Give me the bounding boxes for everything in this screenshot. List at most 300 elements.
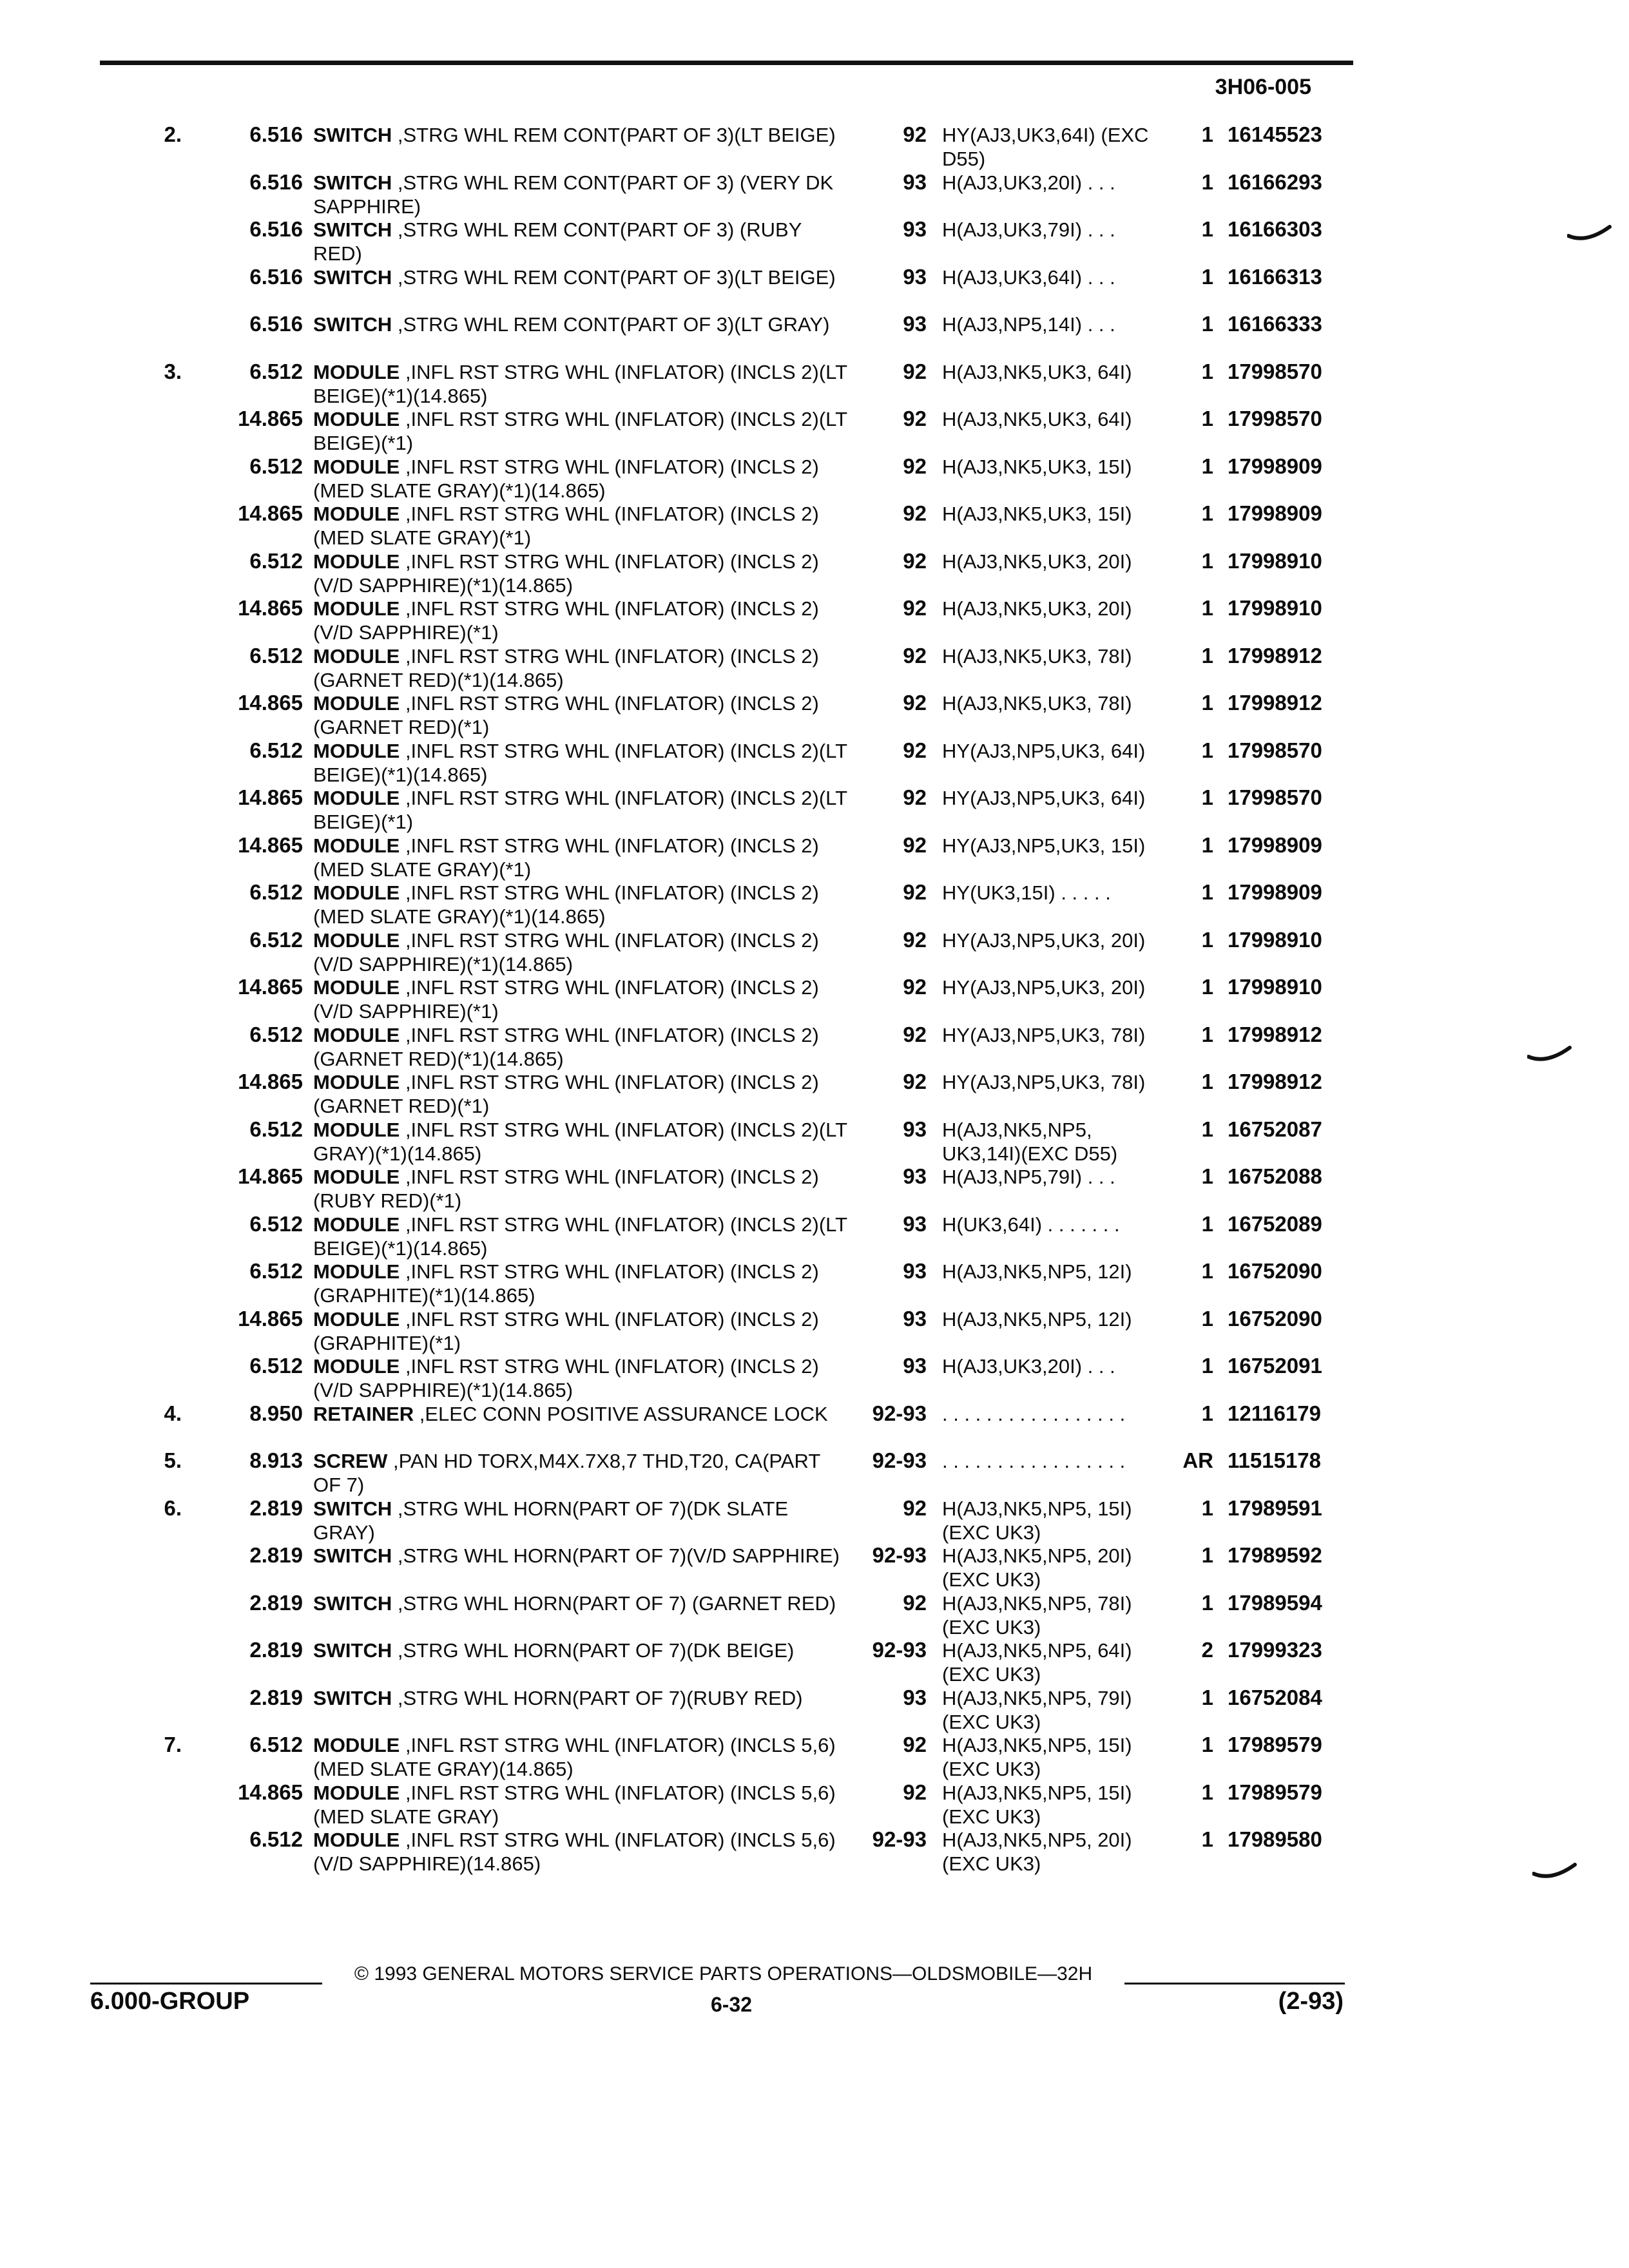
parts-row [0,1402,1629,1450]
parts-row [0,739,1629,787]
model-year: 92 [903,691,927,715]
group-number: 2.819 [249,1543,303,1567]
group-number: 14.865 [238,1780,303,1804]
part-description [313,1402,851,1426]
document-code: 3H06-005 [1215,75,1311,99]
part-name: MODULE [313,503,400,525]
part-number: 17998912 [1228,1070,1322,1093]
part-number: 16752087 [1228,1117,1322,1141]
group-number: 14.865 [238,785,303,809]
usage-codes: HY(AJ3,NP5,UK3, 64I) [942,787,1146,809]
parts-row [0,1354,1629,1402]
model-year: 92 [903,927,927,952]
part-detail: ,INFL RST STRG WHL (INFLATOR) (INCLS 2)(GARNET RED)(*1)(14.865) [313,1023,819,1070]
part-name: MODULE [313,597,400,620]
model-year: 92 [903,454,927,478]
item-number: 5. [164,1448,182,1472]
usage-codes: HY(AJ3,NP5,UK3, 20I) [942,976,1146,999]
part-number: 17998912 [1228,1022,1322,1046]
usage-codes: HY(AJ3,NP5,UK3, 78I) [942,1023,1146,1046]
part-detail: ,STRG WHL HORN(PART OF 7)(DK SLATE GRAY) [313,1497,789,1544]
usage-codes: H(AJ3,NK5,UK3, 20I) [942,597,1132,620]
parts-row [0,171,1629,218]
part-detail: ,INFL RST STRG WHL (INFLATOR) (INCLS 2)(LT BEIGE)(*1)(14.865) [313,739,847,786]
part-detail: ,INFL RST STRG WHL (INFLATOR) (INCLS 2)(LT BEIGE)(*1)(14.865) [313,1213,847,1260]
model-year: 93 [903,1306,927,1331]
part-number: 17999323 [1228,1638,1322,1662]
quantity: 2 [1201,1638,1213,1662]
part-description [313,407,851,455]
footer-rule-right [1124,1983,1345,1984]
part-detail: ,INFL RST STRG WHL (INFLATOR) (INCLS 2)(V/D SAPPHIRE)(*1) [313,976,819,1023]
model-year: 92-93 [872,1543,927,1567]
group-number: 14.865 [238,1164,303,1188]
model-year: 92-93 [872,1638,927,1662]
quantity: 1 [1201,1543,1213,1567]
quantity: 1 [1201,1354,1213,1378]
group-number: 8.950 [249,1401,303,1425]
part-detail: ,INFL RST STRG WHL (INFLATOR) (INCLS 2)(GRAPHITE)(*1) [313,1307,819,1354]
group-number: 6.512 [249,1827,303,1851]
parts-row [0,597,1629,644]
model-year: 93 [903,1164,927,1188]
part-number: 17998909 [1228,501,1322,525]
usage-codes: HY(AJ3,NP5,UK3, 78I) [942,1071,1146,1093]
part-description [313,312,851,336]
model-year: 92 [903,1495,927,1520]
part-number: 17989580 [1228,1827,1322,1851]
parts-row [0,1591,1629,1639]
quantity: 1 [1201,548,1213,573]
group-number: 6.512 [249,880,303,904]
part-description [313,1449,851,1497]
parts-row [0,644,1629,692]
usage-codes: H(AJ3,NK5,NP5, 20I)(EXC UK3) [942,1544,1132,1591]
part-detail: ,STRG WHL REM CONT(PART OF 3)(LT BEIGE) [392,265,836,289]
part-name: MODULE [313,881,400,904]
usage-codes: H(AJ3,UK3,64I) . . . [942,265,1115,289]
model-year: 92 [903,1022,927,1046]
usage-codes: HY(AJ3,NP5,UK3, 15I) [942,834,1146,857]
group-number: 6.516 [249,122,303,146]
margin-tick-mark [1567,224,1612,244]
group-number: 2.819 [249,1590,303,1615]
quantity: 1 [1201,1211,1213,1236]
part-detail: ,STRG WHL REM CONT(PART OF 3)(LT GRAY) [392,313,830,336]
part-name: MODULE [313,1355,400,1378]
quantity: 1 [1201,975,1213,999]
usage-codes: H(AJ3,NK5,UK3, 15I) [942,455,1132,478]
model-year: 93 [903,1211,927,1236]
usage-codes: H(UK3,64I) . . . . . . . [942,1213,1120,1236]
part-number: 17989594 [1228,1590,1322,1615]
group-number: 14.865 [238,832,303,857]
quantity: 1 [1201,264,1213,289]
part-number: 16166333 [1228,312,1322,336]
part-detail: ,INFL RST STRG WHL (INFLATOR) (INCLS 2)(MED SLATE GRAY)(*1)(14.865) [313,881,819,928]
part-number: 17998910 [1228,548,1322,573]
part-description [313,1354,851,1402]
quantity: 1 [1201,785,1213,809]
quantity: 1 [1201,1117,1213,1141]
part-number: 17989592 [1228,1543,1322,1567]
part-name: MODULE [313,1118,400,1141]
part-description [313,1733,851,1781]
parts-row [0,1544,1629,1591]
group-number: 6.512 [249,1117,303,1141]
item-number: 2. [164,122,182,146]
part-description [313,550,851,597]
group-number: 2.819 [249,1495,303,1520]
model-year: 93 [903,264,927,289]
part-name: SWITCH [313,218,392,241]
part-number: 17998570 [1228,407,1322,430]
usage-codes: H(AJ3,NK5,UK3, 64I) [942,408,1132,430]
parts-row [0,691,1629,739]
part-description [313,1213,851,1260]
model-year: 92 [903,501,927,525]
group-number: 6.512 [249,1211,303,1236]
part-name: MODULE [313,976,400,999]
quantity: 1 [1201,1070,1213,1093]
group-number: 6.512 [249,643,303,668]
group-number: 6.512 [249,454,303,478]
model-year: 92-93 [872,1401,927,1425]
part-detail: ,INFL RST STRG WHL (INFLATOR) (INCLS 2)(V/D SAPPHIRE)(*1)(14.865) [313,1355,819,1401]
quantity: 1 [1201,122,1213,146]
part-detail: ,INFL RST STRG WHL (INFLATOR) (INCLS 2)(LT BEIGE)(*1) [313,408,847,454]
part-description [313,455,851,503]
parts-row [0,1165,1629,1213]
parts-row [0,1260,1629,1307]
usage-codes: H(AJ3,NK5,NP5, 15I)(EXC UK3) [942,1781,1132,1828]
parts-row [0,123,1629,171]
part-number: 16166313 [1228,264,1322,289]
copyright-line: © 1993 GENERAL MOTORS SERVICE PARTS OPERATIONS—OLDSMOBILE—32H [354,1963,1093,1984]
quantity: 1 [1201,312,1213,336]
part-number: 16752089 [1228,1211,1322,1236]
part-description [313,1260,851,1307]
parts-row [0,218,1629,265]
quantity: 1 [1201,832,1213,857]
group-number: 8.913 [249,1448,303,1472]
model-year: 92 [903,1590,927,1615]
part-number: 16752090 [1228,1306,1322,1331]
parts-row [0,975,1629,1023]
part-number: 17998570 [1228,359,1322,383]
parts-row [0,1733,1629,1781]
part-detail: ,STRG WHL REM CONT(PART OF 3) (VERY DK SAPPHIRE) [313,171,834,218]
part-description [313,1118,851,1166]
part-detail: ,ELEC CONN POSITIVE ASSURANCE LOCK [414,1402,828,1425]
parts-row [0,312,1629,360]
part-number: 17989591 [1228,1495,1322,1520]
part-number: 16145523 [1228,122,1322,146]
part-name: SWITCH [313,1639,392,1662]
usage-codes: H(AJ3,NP5,79I) . . . [942,1166,1115,1188]
model-year: 92 [903,1070,927,1093]
model-year: 93 [903,217,927,241]
parts-row [0,1686,1629,1734]
usage-codes: HY(AJ3,UK3,64I) (EXC D55) [942,124,1149,170]
parts-row [0,1497,1629,1544]
part-description [313,975,851,1023]
part-detail: ,STRG WHL HORN(PART OF 7)(RUBY RED) [392,1686,803,1709]
group-number: 6.516 [249,217,303,241]
usage-codes: H(AJ3,UK3,20I) . . . [942,171,1115,194]
parts-row [0,1023,1629,1071]
part-name: MODULE [313,1307,400,1331]
part-name: MODULE [313,834,400,857]
margin-tick-mark [1527,1045,1572,1064]
part-number: 17998912 [1228,691,1322,715]
part-description [313,1544,851,1568]
parts-row [0,1449,1629,1497]
parts-row [0,786,1629,834]
part-number: 16752084 [1228,1685,1322,1709]
quantity: 1 [1201,596,1213,620]
part-description [313,1781,851,1829]
quantity: 1 [1201,217,1213,241]
part-detail: ,PAN HD TORX,M4X.7X8,7 THD,T20, CA(PART OF 7) [313,1450,820,1496]
usage-codes: H(AJ3,NK5,NP5, 64I)(EXC UK3) [942,1639,1132,1686]
usage-codes: H(AJ3,NK5,NP5, UK3,14I)(EXC D55) [942,1118,1118,1165]
part-number: 16752090 [1228,1259,1322,1283]
usage-codes: H(AJ3,NK5,UK3, 78I) [942,692,1132,715]
part-detail: ,INFL RST STRG WHL (INFLATOR) (INCLS 5,6)(MED SLATE GRAY) [313,1781,836,1828]
part-name: MODULE [313,644,400,668]
part-number: 17998910 [1228,927,1322,952]
margin-tick-mark [1532,1862,1577,1881]
quantity: 1 [1201,927,1213,952]
part-detail: ,INFL RST STRG WHL (INFLATOR) (INCLS 2)(MED SLATE GRAY)(*1)(14.865) [313,455,819,502]
part-detail: ,INFL RST STRG WHL (INFLATOR) (INCLS 2)(V/D SAPPHIRE)(*1) [313,597,819,644]
quantity: 1 [1201,1733,1213,1756]
model-year: 93 [903,1354,927,1378]
part-name: MODULE [313,360,400,383]
quantity: 1 [1201,691,1213,715]
part-description [313,1497,851,1544]
parts-row [0,455,1629,503]
part-detail: ,INFL RST STRG WHL (INFLATOR) (INCLS 5,6)(MED SLATE GRAY)(14.865) [313,1734,836,1780]
part-detail: ,STRG WHL HORN(PART OF 7)(DK BEIGE) [392,1639,795,1662]
group-number: 6.512 [249,1733,303,1756]
revision-date: (2-93) [1278,1988,1344,2015]
parts-row [0,881,1629,928]
part-number: 17998570 [1228,738,1322,762]
quantity: 1 [1201,501,1213,525]
part-detail: ,INFL RST STRG WHL (INFLATOR) (INCLS 2)(MED SLATE GRAY)(*1) [313,834,819,881]
usage-codes: H(AJ3,NK5,NP5, 15I)(EXC UK3) [942,1734,1132,1780]
group-number: 6.512 [249,927,303,952]
group-number: 2.819 [249,1638,303,1662]
quantity: 1 [1201,880,1213,904]
group-number: 14.865 [238,1070,303,1093]
part-number: 17998910 [1228,975,1322,999]
parts-row [0,1828,1629,1876]
part-name: SWITCH [313,1544,392,1567]
part-name: SCREW [313,1450,388,1472]
parts-list [0,123,1629,1876]
parts-row [0,502,1629,550]
usage-codes: H(AJ3,NP5,14I) . . . [942,313,1115,336]
parts-row [0,1781,1629,1829]
item-number: 4. [164,1401,182,1425]
part-number: 17998912 [1228,643,1322,668]
model-year: 92 [903,359,927,383]
parts-row [0,928,1629,976]
part-description [313,218,851,265]
model-year: 93 [903,312,927,336]
quantity: 1 [1201,169,1213,194]
quantity: 1 [1201,1685,1213,1709]
part-description [313,644,851,692]
model-year: 92 [903,785,927,809]
part-name: MODULE [313,1734,400,1756]
usage-codes: H(AJ3,NK5,NP5, 20I)(EXC UK3) [942,1829,1132,1875]
usage-codes: H(AJ3,NK5,UK3, 78I) [942,644,1132,668]
quantity: 1 [1201,1780,1213,1804]
usage-codes: H(AJ3,NK5,NP5, 15I)(EXC UK3) [942,1497,1132,1544]
part-number: 17998909 [1228,880,1322,904]
part-description [313,171,851,218]
quantity: 1 [1201,1259,1213,1283]
part-name: MODULE [313,408,400,430]
usage-codes: H(AJ3,NK5,NP5, 79I)(EXC UK3) [942,1686,1132,1733]
model-year: 93 [903,1259,927,1283]
parts-row [0,550,1629,597]
part-description [313,123,851,147]
part-description [313,739,851,787]
quantity: 1 [1201,1401,1213,1425]
group-number: 14.865 [238,407,303,430]
model-year: 92 [903,548,927,573]
model-year: 92-93 [872,1448,927,1472]
usage-codes: H(AJ3,NK5,NP5, 78I)(EXC UK3) [942,1591,1132,1639]
group-label: 6.000-GROUP [90,1988,250,2015]
part-number: 16166293 [1228,169,1322,194]
page-number: 6-32 [710,1993,753,2016]
footer-rule-left [90,1983,322,1984]
part-description [313,1828,851,1876]
usage-codes: H(AJ3,NK5,UK3, 15I) [942,503,1132,525]
usage-codes: H(AJ3,UK3,20I) . . . [942,1355,1115,1378]
group-number: 14.865 [238,975,303,999]
part-name: SWITCH [313,171,392,194]
part-description [313,1165,851,1213]
part-detail: ,INFL RST STRG WHL (INFLATOR) (INCLS 2)(GARNET RED)(*1)(14.865) [313,644,819,691]
part-detail: ,STRG WHL REM CONT(PART OF 3)(LT BEIGE) [392,124,836,146]
part-description [313,1070,851,1118]
part-description [313,786,851,834]
part-detail: ,INFL RST STRG WHL (INFLATOR) (INCLS 2)(GARNET RED)(*1) [313,1071,819,1117]
part-description [313,360,851,408]
part-name: MODULE [313,1260,400,1283]
usage-codes: . . . . . . . . . . . . . . . . . [942,1402,1126,1425]
part-name: MODULE [313,1213,400,1236]
part-description [313,1307,851,1355]
parts-row [0,360,1629,408]
part-name: SWITCH [313,124,392,146]
quantity: 1 [1201,643,1213,668]
parts-row [0,1118,1629,1166]
part-description [313,597,851,644]
part-name: MODULE [313,1071,400,1093]
part-detail: ,STRG WHL REM CONT(PART OF 3) (RUBY RED) [313,218,802,265]
part-number: 17989579 [1228,1733,1322,1756]
part-detail: ,INFL RST STRG WHL (INFLATOR) (INCLS 2)(MED SLATE GRAY)(*1) [313,503,819,549]
part-detail: ,INFL RST STRG WHL (INFLATOR) (INCLS 2)(LT BEIGE)(*1)(14.865) [313,360,847,407]
part-name: SWITCH [313,1591,392,1615]
part-detail: ,INFL RST STRG WHL (INFLATOR) (INCLS 2)(RUBY RED)(*1) [313,1166,819,1212]
part-detail: ,STRG WHL HORN(PART OF 7)(V/D SAPPHIRE) [392,1544,840,1567]
part-name: MODULE [313,1023,400,1046]
parts-row [0,407,1629,455]
quantity: 1 [1201,1164,1213,1188]
model-year: 92 [903,1733,927,1756]
model-year: 92 [903,1780,927,1804]
model-year: 92 [903,596,927,620]
part-number: 17998909 [1228,832,1322,857]
quantity: 1 [1201,1495,1213,1520]
part-number: 17989579 [1228,1780,1322,1804]
usage-codes: H(AJ3,NK5,NP5, 12I) [942,1260,1132,1283]
group-number: 6.512 [249,359,303,383]
part-name: MODULE [313,739,400,762]
parts-row [0,1639,1629,1686]
part-name: SWITCH [313,1686,392,1709]
part-description [313,928,851,976]
part-description [313,691,851,739]
model-year: 93 [903,1117,927,1141]
part-name: MODULE [313,692,400,715]
model-year: 92 [903,407,927,430]
part-description [313,881,851,928]
item-number: 6. [164,1495,182,1520]
part-number: 11515178 [1228,1448,1322,1472]
group-number: 14.865 [238,596,303,620]
parts-row [0,834,1629,881]
part-name: MODULE [313,1829,400,1851]
part-number: 16166303 [1228,217,1322,241]
parts-row [0,265,1629,313]
quantity: 1 [1201,1827,1213,1851]
part-detail: ,INFL RST STRG WHL (INFLATOR) (INCLS 2)(V/D SAPPHIRE)(*1)(14.865) [313,928,819,975]
group-number: 6.512 [249,1259,303,1283]
part-number: 12116179 [1228,1401,1322,1425]
part-description [313,1591,851,1615]
group-number: 14.865 [238,691,303,715]
model-year: 92 [903,832,927,857]
part-description [313,502,851,550]
group-number: 14.865 [238,501,303,525]
quantity: 1 [1201,1306,1213,1331]
parts-row [0,1213,1629,1260]
model-year: 92 [903,122,927,146]
part-number: 17998570 [1228,785,1322,809]
part-name: SWITCH [313,313,392,336]
model-year: 93 [903,169,927,194]
group-number: 6.512 [249,738,303,762]
group-number: 6.516 [249,169,303,194]
part-name: MODULE [313,1166,400,1188]
group-number: 6.516 [249,312,303,336]
group-number: 6.512 [249,1022,303,1046]
top-rule [100,61,1353,65]
part-name: SWITCH [313,1497,392,1520]
part-detail: ,INFL RST STRG WHL (INFLATOR) (INCLS 2)(GARNET RED)(*1) [313,692,819,738]
group-number: 6.512 [249,1354,303,1378]
